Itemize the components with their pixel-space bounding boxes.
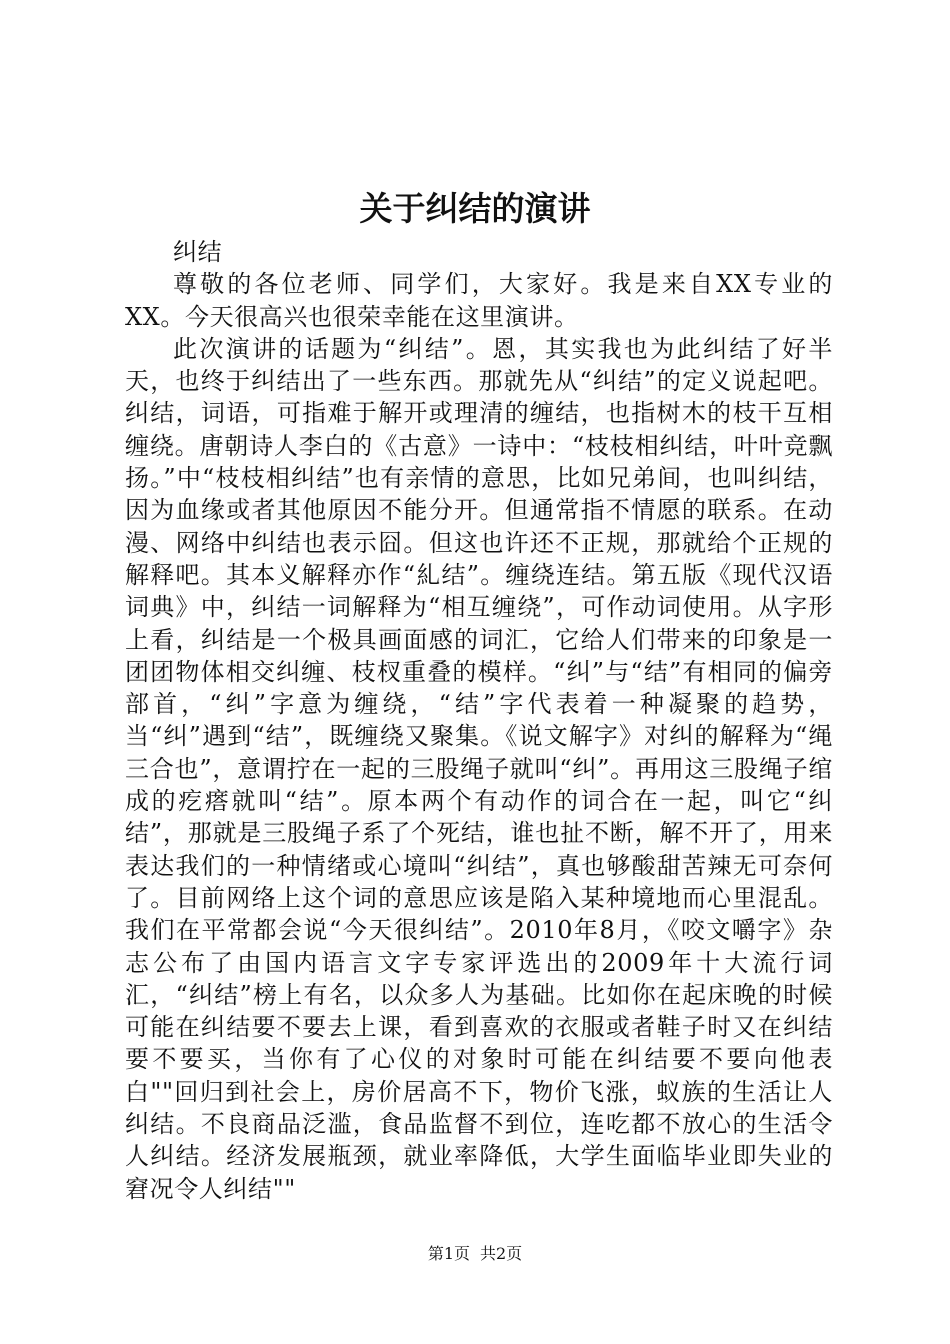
page-footer	[0, 1243, 950, 1265]
page-total: 共2页	[480, 1244, 523, 1263]
main-paragraph: 此次演讲的话题为“纠结”。恩，其实我也为此纠结了好半天，也终于纠结出了一些东西。那就先从“纠结”的定义说起吧。纠结，词语，可指难于解开或理清的缠结，也指树木的枝干互相缠绕。唐朝诗人李白的《古意》一诗中：“枝枝相纠结，叶叶竞飘扬。”中“枝枝相纠结”也有亲情的意思，比如兄弟间，也叫纠结，因为血缘或者其他原因不能分开。但通常指不情愿的联系。在动漫、网络中纠结也表示囧。但这也许还不正规，那就给个正规的解释吧。其本义解释亦作“糺结”。缠绕连结。第五版《现代汉语词典》中，纠结一词解释为“相互缠绕”，可作动词使用。从字形上看，纠结是一个极具画面感的词汇，它给人们带来的印象是一团团物体相交纠缠、枝杈重叠的模样。“纠”与“结”有相同的偏旁部首，“纠”字意为缠绕，“结”字代表着一种凝聚的趋势，当“纠”遇到“结”，既缠绕又聚集。《说文解字》对纠的解释为“绳三合也”，意谓拧在一起的三股绳子就叫“纠”。再用这三股绳子绾成的疙瘩就叫“结”。原本两个有动作的词合在一起，叫它“纠结”，那就是三股绳子系了个死结，谁也扯不断，解不开了，用来表达我们的一种情绪或心境叫“纠结”，真也够酸甜苦辣无可奈何了。目前网络上这个词的意思应该是陷入某种境地而心里混乱。我们在平常都会说“今天很纠结”。2010年8月，《咬文嚼字》杂志公布了由国内语言文字专家评选出的2009年十大流行词汇，“纠结”榜上有名，以众多人为基础。比如你在起床晚的时候可能在纠结要不要去上课，看到喜欢的衣服或者鞋子时又在纠结要不要买，当你有了心仪的对象时可能在纠结要不要向他表白""回归到社会上，房价居高不下，物价飞涨，蚁族的生活让人纠结。不良商品泛滥，食品监督不到位，连吃都不放心的生活令人纠结。经济发展瓶颈，就业率降低，大学生面临毕业即失业的窘况令人纠结""	[125, 334, 833, 1203]
page-number: 第1页	[427, 1244, 470, 1263]
section-heading: 纠结	[173, 238, 223, 266]
greeting-paragraph: 尊敬的各位老师、同学们，大家好。我是来自XX专业的XX。今天很高兴也很荣幸能在这里演讲。	[125, 270, 833, 331]
document-title: 关于纠结的演讲	[359, 189, 591, 228]
document-body	[125, 236, 833, 1205]
